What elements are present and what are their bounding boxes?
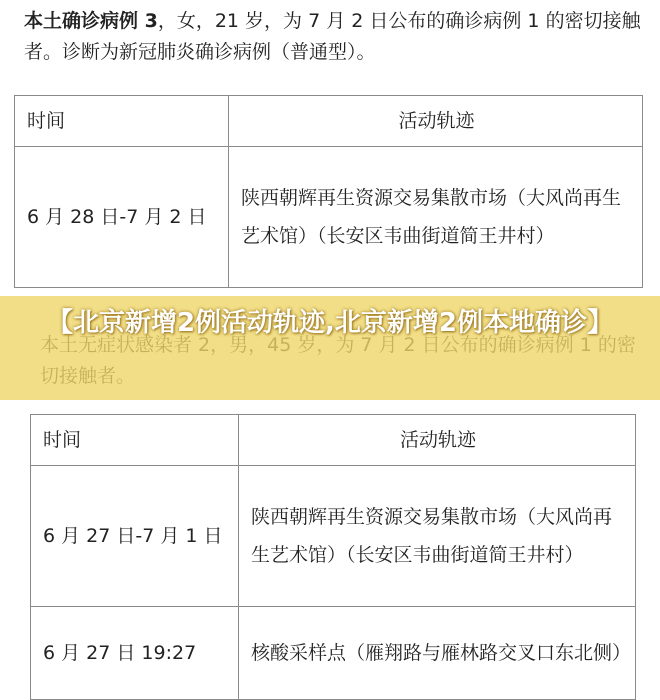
row-time: 6 月 27 日 19:27 <box>31 607 239 700</box>
banner-title: 【北京新增2例活动轨迹,北京新增2例本地确诊】 <box>46 308 614 338</box>
row-track: 核酸采样点（雁翔路与雁林路交叉口东北侧） <box>239 607 636 700</box>
table-header-row <box>31 415 636 466</box>
row-track: 陕西朝辉再生资源交易集散市场（大风尚再生艺术馆）（长安区韦曲街道简王井村） <box>229 147 643 288</box>
table-header-row <box>15 96 643 147</box>
case-description: ，女，21 岁，为 7 月 2 日公布的确诊病例 1 的密切接触者。诊断为新冠肺炎确诊病例（普通型）。 <box>24 10 641 63</box>
row-time: 6 月 27 日-7 月 1 日 <box>31 466 239 607</box>
case-paragraph-1 <box>24 6 644 68</box>
table-row <box>15 147 643 288</box>
activity-table-1 <box>14 95 643 288</box>
table-row <box>31 466 636 607</box>
header-track: 活动轨迹 <box>239 415 636 466</box>
activity-table-2 <box>30 414 636 700</box>
header-time: 时间 <box>15 96 229 147</box>
table-row <box>31 607 636 700</box>
header-track: 活动轨迹 <box>229 96 643 147</box>
header-time: 时间 <box>31 415 239 466</box>
row-track: 陕西朝辉再生资源交易集散市场（大风尚再生艺术馆）（长安区韦曲街道简王井村） <box>239 466 636 607</box>
case-lead: 本土确诊病例 3 <box>24 10 158 32</box>
row-time: 6 月 28 日-7 月 2 日 <box>15 147 229 288</box>
